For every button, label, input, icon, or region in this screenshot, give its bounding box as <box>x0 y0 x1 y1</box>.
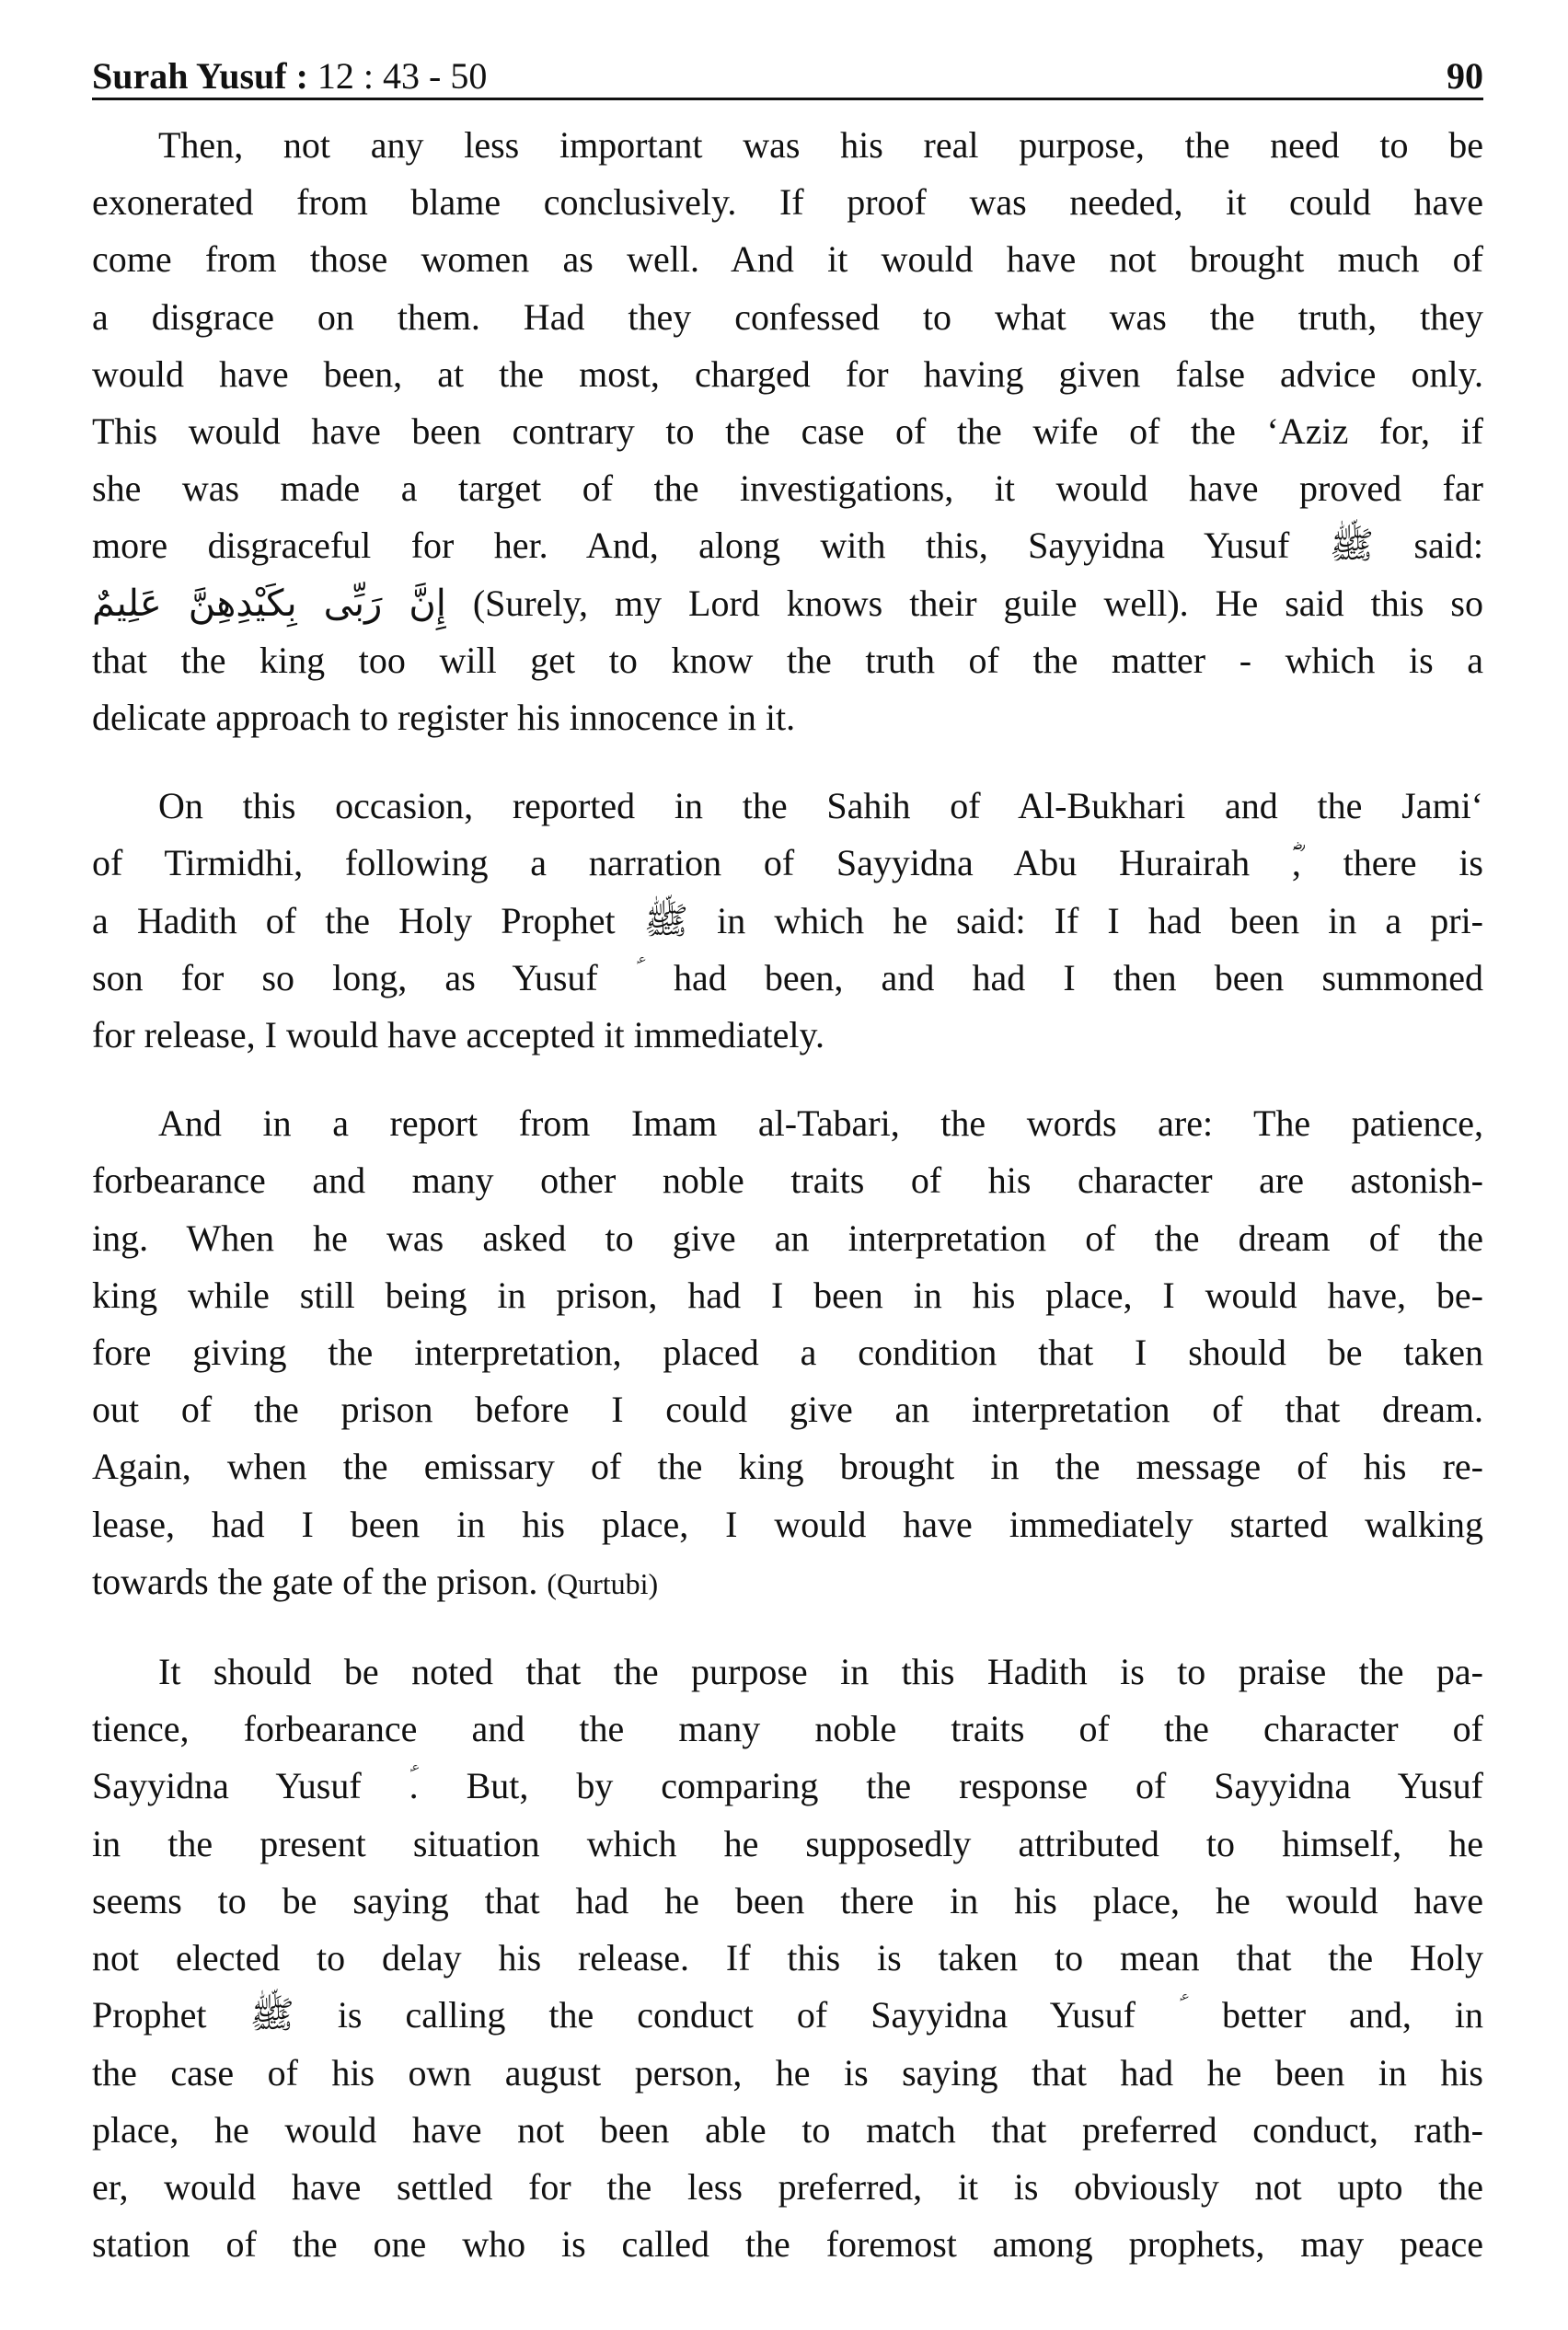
text-line: for release, I would have accepted it immediately. <box>92 1014 824 1056</box>
running-header <box>92 40 1483 100</box>
paragraph-4 <box>92 1644 1483 2273</box>
text-line: son for so long, as Yusuf ؑ had been, and had I then been summoned <box>92 956 1483 998</box>
text-line: Sayyidna Yusuf ؑ. But, by comparing the response of Sayyidna Yusuf <box>92 1765 1483 1807</box>
text-line-content: towards the gate of the prison. <box>92 1560 538 1602</box>
paragraph-2 <box>92 778 1483 1064</box>
text-line: exonerated from blame conclusively. If proof was needed, it could have <box>92 181 1483 224</box>
text-line: king while still being in prison, had I been in his place, I would have, be- <box>92 1274 1483 1316</box>
header-title <box>92 54 487 98</box>
text-line: that the king too will get to know the truth of the matter - which is a <box>92 639 1483 681</box>
text-line: come from those women as well. And it would have not brought much of <box>92 238 1483 281</box>
text-line: seems to be saying that had he been there in his place, he would have <box>92 1879 1483 1921</box>
text-line: place, he would have not been able to match that preferred conduct, rath- <box>92 2108 1483 2151</box>
citation: (Qurtubi) <box>547 1566 659 1600</box>
text-line: Prophet ﷺ is calling the conduct of Sayyidna Yusuf ؑ better and, in <box>92 1994 1484 2036</box>
text-line: lease, had I been in his place, I would have immediately started walking <box>92 1503 1483 1545</box>
text-line: er, would have settled for the less preferred, it is obviously not upto the <box>92 2165 1483 2208</box>
text-line: more disgraceful for her. And, along with this, Sayyidna Yusuf ﷺ said: <box>92 525 1483 567</box>
text-line: It should be noted that the purpose in this Hadith is to praise the pa- <box>158 1651 1483 1693</box>
text-line: in the present situation which he supposedly attributed to himself, he <box>92 1822 1483 1864</box>
text-line: On this occasion, reported in the Sahih of Al-Bukhari and the Jami‘ <box>158 785 1483 827</box>
text-line: إِنَّ رَبِّى بِكَيْدِهِنَّ عَلِيمٌ (Surely, my Lord knows their guile well). He said this so <box>92 582 1483 624</box>
text-line: tience, forbearance and the many noble traits of the character of <box>92 1708 1483 1750</box>
text-line: a disgrace on them. Had they confessed to what was the truth, they <box>92 295 1483 338</box>
text-line: delicate approach to register his innocence in it. <box>92 697 796 739</box>
text-line: And in a report from Imam al-Tabari, the words are: The patience, <box>158 1102 1483 1145</box>
text-line: This would have been contrary to the case of the wife of the ‘Aziz for, if <box>92 410 1483 453</box>
text-line: fore giving the interpretation, placed a condition that I should be taken <box>92 1332 1483 1374</box>
paragraph-3 <box>92 1095 1483 1612</box>
page-number: 90 <box>1447 55 1483 97</box>
text-line: Then, not any less important was his real purpose, the need to be <box>158 124 1483 166</box>
body-text <box>92 117 1483 2273</box>
text-line: a Hadith of the Holy Prophet ﷺ in which he said: If I had been in a pri- <box>92 899 1483 941</box>
verse-reference: 12 : 43 - 50 <box>317 55 488 97</box>
text-line: out of the prison before I could give an interpretation of that dream. <box>92 1389 1483 1431</box>
surah-name: Surah Yusuf : <box>92 55 308 97</box>
text-line: station of the one who is called the foremost among prophets, may peace <box>92 2223 1483 2266</box>
text-line: ing. When he was asked to give an interpretation of the dream of the <box>92 1217 1483 1259</box>
text-line: would have been, at the most, charged for having given false advice only. <box>92 352 1483 395</box>
text-line: of Tirmidhi, following a narration of Sayyidna Abu Hurairah ؓ, there is <box>92 842 1483 884</box>
text-line: the case of his own august person, he is saying that had he been in his <box>92 2051 1483 2094</box>
book-page <box>92 40 1483 2273</box>
text-line: forbearance and many other noble traits of his character are astonish- <box>92 1159 1483 1202</box>
text-line <box>92 1553 1483 1612</box>
text-line: she was made a target of the investigations, it would have proved far <box>92 467 1483 510</box>
paragraph-1 <box>92 117 1483 746</box>
text-line: not elected to delay his release. If this is taken to mean that the Holy <box>92 1937 1483 1979</box>
text-line: Again, when the emissary of the king brought in the message of his re- <box>92 1446 1483 1488</box>
